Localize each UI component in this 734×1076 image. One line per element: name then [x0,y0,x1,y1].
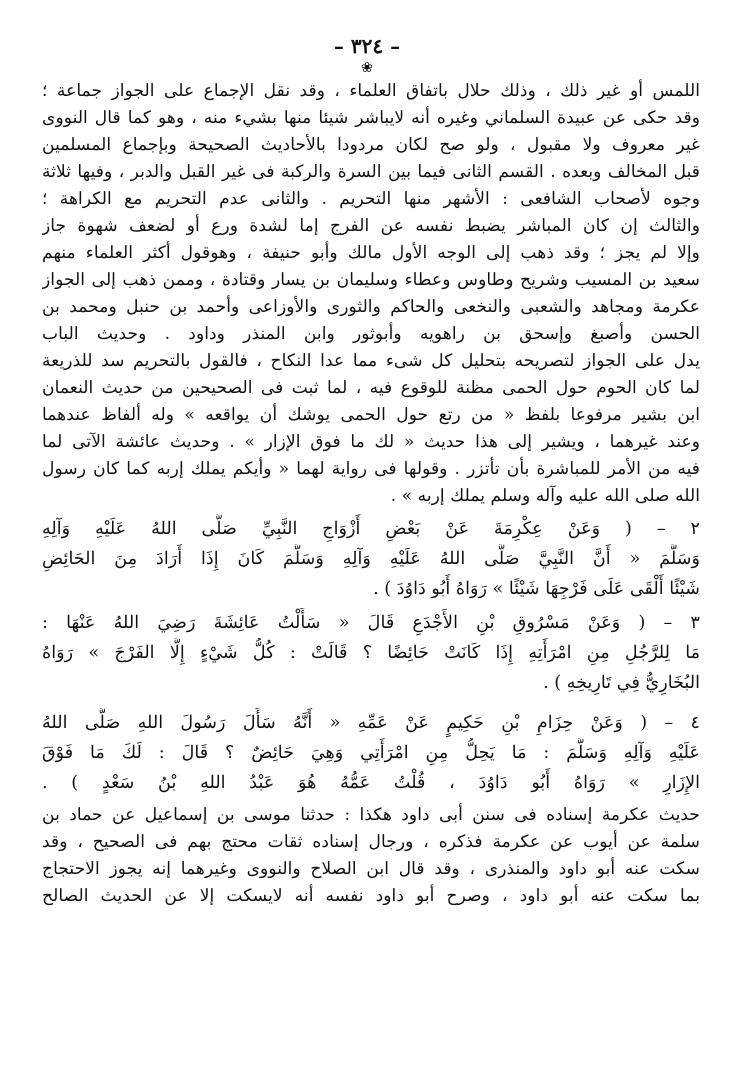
text-line: قبل المخالف وبعده . القسم الثانى فيما بين السرة والركبة فى غير القبل والدبر ، وفيها ثلاثة [42,162,700,182]
hadith-4 [42,708,700,798]
ornament-mark: ❀ [361,60,373,76]
text-line: وإلا لم يجز ؛ وقد ذهب إلى الوجه الأول مالك وأبو حنيفة ، وهوقول أكثر العلماء منهم [42,243,700,263]
text-line: ابن بشير مرفوعا بلفظ « من رتع حول الحمى يوشك أن يواقعه » وله ألفاظ عندهما [42,405,700,425]
text-line: اللمس أو غير ذلك ، وذلك حلال باتفاق العلماء ، وقد نقل الإجماع على الجواز جماعة ؛ [42,81,700,101]
hadith-line: وَسَلَّمَ « أَنَّ النَّبِيَّ صَلَّى اللهُ عَلَيْهِ وَآلِهِ وَسَلَّمَ كَانَ إِذَا أَرَادَ مِنَ الحَائِضِ [42,549,700,569]
text-line: وعند غيرهما ، ويشير إلى هذا حديث « لك ما فوق الإزار » . وحديث عائشة الآتى لما [42,432,700,452]
text-line: يدل على الجواز لتصريحه بتحليل كل شىء مما عدا النكاح ، فالقول بالتحريم سد للذريعة [42,351,700,371]
text-line: بما سكت عنه أبو داود ، وصرح أبو داود نفسه أنه لايسكت إلا عن الحديث الصالح [42,886,700,906]
text-line: والثالث إن كان المباشر يضبط نفسه عن الفرج إما لشدة ورع أو لضعف شهوة جاز [42,216,700,236]
hadith-line: ٢ – ( وَعَنْ عِكْرِمَةَ عَنْ بَعْضِ أَزْوَاجِ النَّبِيِّ صَلَّى اللهُ عَلَيْهِ وَآلِهِ [42,519,700,539]
text-line: سلمة عن أيوب عن عكرمة فذكره ، ورجال إسناده ثقات محتج بهم فى الصحيح ، وقد [42,832,700,852]
commentary-section [42,78,700,510]
text-line: فيه من الأمر للمباشرة بأن تأتزر . وقولها فى رواية لهما « وأيكم يملك إربه كما كان رسول [42,459,700,479]
text-line: الحسن وأصبغ وإسحق بن راهويه وأبوثور وابن المنذر وداود . وحديث الباب [42,324,700,344]
hadith-line: ٤ – ( وَعَنْ حِزَامِ بْنِ حَكِيمٍ عَنْ عَمِّهِ « أَنَّهُ سَأَلَ رَسُولَ اللهِ صَلَّى اللهُ [42,713,700,733]
text-line: لما كان الحوم حول الحمى مظنة للوقوع فيه ، لما ثبت فى الصحيحين من حديث النعمان [42,378,700,398]
text-line: عكرمة ومجاهد والشعبى والنخعى والحاكم والثورى والأوزاعى وأحمد بن حنبل ومحمد بن [42,297,700,317]
text-line: وقد حكى عن عبيدة السلماني وغيره أنه لايباشر شيئا منها بشيء منه ، وهو كما قال النووى [42,108,700,128]
hadith-2 [42,514,700,604]
text-line: الله صلى الله عليه وآله وسلم يملك إربه » . [390,486,700,506]
text-line: غير معروف ولا مقبول ، ولو صح لكان مردودا بالأحاديث الصحيحة وبإجماع المسلمين [42,135,700,155]
commentary-section-2 [42,802,700,910]
hadith-line: البُخَارِيُّ فِي تَارِيخِهِ ) . [543,673,700,693]
hadith-3 [42,608,700,698]
spacer [42,698,700,704]
page-number: – ٣٢٤ – [333,34,401,58]
text-line: سكت عنه أبو داود والمنذرى ، وقد قال ابن الصلاح والنووى وغيرهما إنه يجوز الاحتجاج [42,859,700,879]
text-line: وجوه لأصحاب الشافعى : الأشهر منها التحريم . والثانى عدم التحريم مع الكراهة ؛ [42,189,700,209]
text-line: حديث عكرمة إسناده فى سنن أبى داود هكذا : حدثنا موسى بن إسماعيل عن حماد بن [42,805,700,825]
hadith-line: ٣ – ( وَعَنْ مَسْرُوقِ بْنِ الأَجْدَعِ قَالَ « سَأَلْتُ عَائِشَةَ رَضِيَ اللهُ عَنْهَا : [42,613,700,633]
hadith-line: شَيْئًا أَلْقَى عَلَى فَرْجِهَا شَيْئًا » رَوَاهُ أَبُو دَاوُدَ ) . [373,579,700,599]
hadith-line: مَا لِلرَّجُلِ مِنِ امْرَأَتِهِ إِذَا كَانَتْ حَائِضًا ؟ قَالَتْ : كُلُّ شَيْءٍ إِلَّا الفَرْجَ » رَوَاهُ [42,643,700,663]
hadith-line: عَلَيْهِ وَآلِهِ وَسَلَّمَ : مَا يَحِلُّ مِنِ امْرَأَتِي وَهِيَ حَائِضٌ ؟ قَالَ : لَكَ مَا فَوْقَ [42,743,700,763]
page-body [42,78,700,910]
hadith-line: الإِزَارِ » رَوَاهُ أَبُو دَاوُدَ ، قُلْتُ عَمُّهُ هُوَ عَبْدُ اللهِ بْنُ سَعْدٍ ) . [42,773,700,793]
text-line: سعيد بن المسيب وشريح وطاوس وعطاء وسليمان بن يسار وقتادة ، وممن ذهب إلى الجواز [42,270,700,290]
